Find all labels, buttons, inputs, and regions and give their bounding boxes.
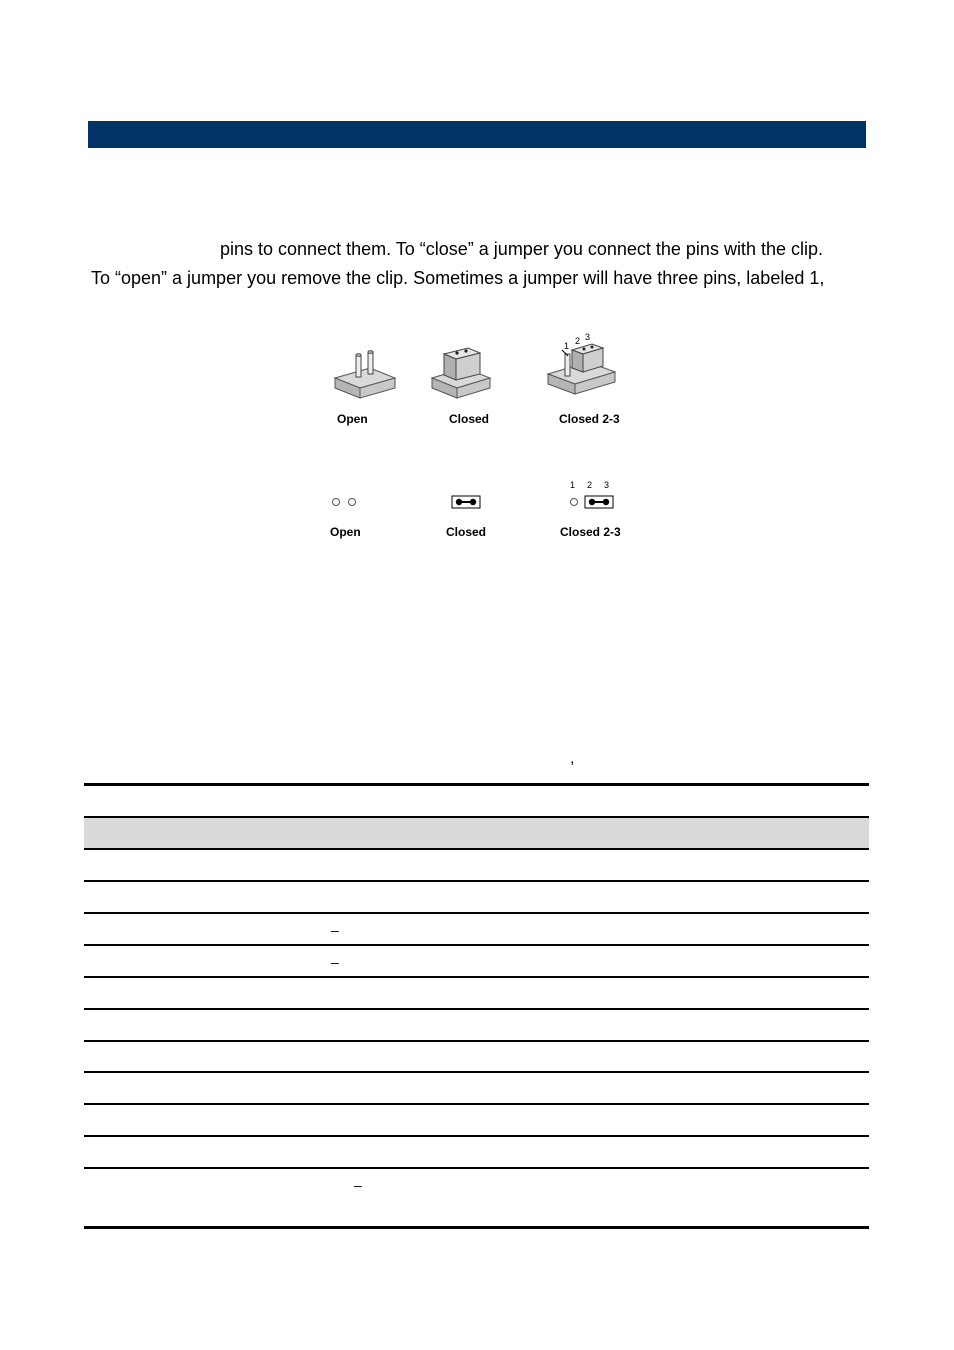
table-rule — [84, 848, 869, 850]
jumper-3d-illustrations — [320, 330, 640, 550]
table-top-rule — [84, 783, 869, 786]
table-rule — [84, 1040, 869, 1042]
table-rule — [84, 1008, 869, 1010]
label-closed-3d: Closed — [449, 412, 490, 426]
table-rule — [84, 1167, 869, 1169]
label-closed-schematic: Closed — [446, 525, 487, 539]
label-closed-2-3-schematic: Closed 2-3 — [560, 525, 621, 539]
jumper-figure — [320, 330, 640, 555]
jumper-closed-schematic — [452, 496, 480, 508]
pin-number-schematic-2: 2 — [587, 480, 593, 490]
table-rule — [84, 880, 869, 882]
table-rule — [84, 816, 869, 818]
pin-number-schematic-3: 3 — [604, 480, 610, 490]
table-rule — [84, 1135, 869, 1137]
table-rule — [84, 1103, 869, 1105]
pin-number-schematic-1: 1 — [570, 480, 576, 490]
label-open-3d: Open — [337, 412, 368, 426]
jumper-closed-2-3-3d — [548, 344, 615, 394]
pin-number-3d-1: 1 — [564, 341, 570, 351]
section-title-bar — [88, 121, 866, 148]
table-cell-dash: – — [331, 954, 339, 970]
table-header-row — [84, 818, 869, 848]
table-rule — [84, 912, 869, 914]
jumper-open-3d — [335, 351, 395, 398]
table-rule — [84, 976, 869, 978]
jumper-closed-2-3-schematic — [571, 496, 614, 508]
table-rule — [84, 1071, 869, 1073]
table-bottom-rule — [84, 1226, 869, 1229]
intro-line-2: To “open” a jumper you remove the clip. Sometimes a jumper will have three pins, labeled 1, — [91, 268, 825, 288]
intro-line-1: pins to connect them. To “close” a jumper you connect the pins with the clip. — [220, 239, 823, 259]
pin-number-3d-2: 2 — [575, 336, 581, 346]
table-rule — [84, 944, 869, 946]
table-cell-dash: – — [331, 922, 339, 938]
table-cell-dash: – — [354, 1177, 362, 1193]
jumper-open-schematic — [333, 499, 356, 506]
jumper-closed-3d — [432, 348, 490, 398]
label-closed-2-3-3d: Closed 2-3 — [559, 412, 620, 426]
stray-comma: , — [570, 750, 575, 767]
pin-number-3d-3: 3 — [585, 332, 591, 342]
label-open-schematic: Open — [330, 525, 361, 539]
